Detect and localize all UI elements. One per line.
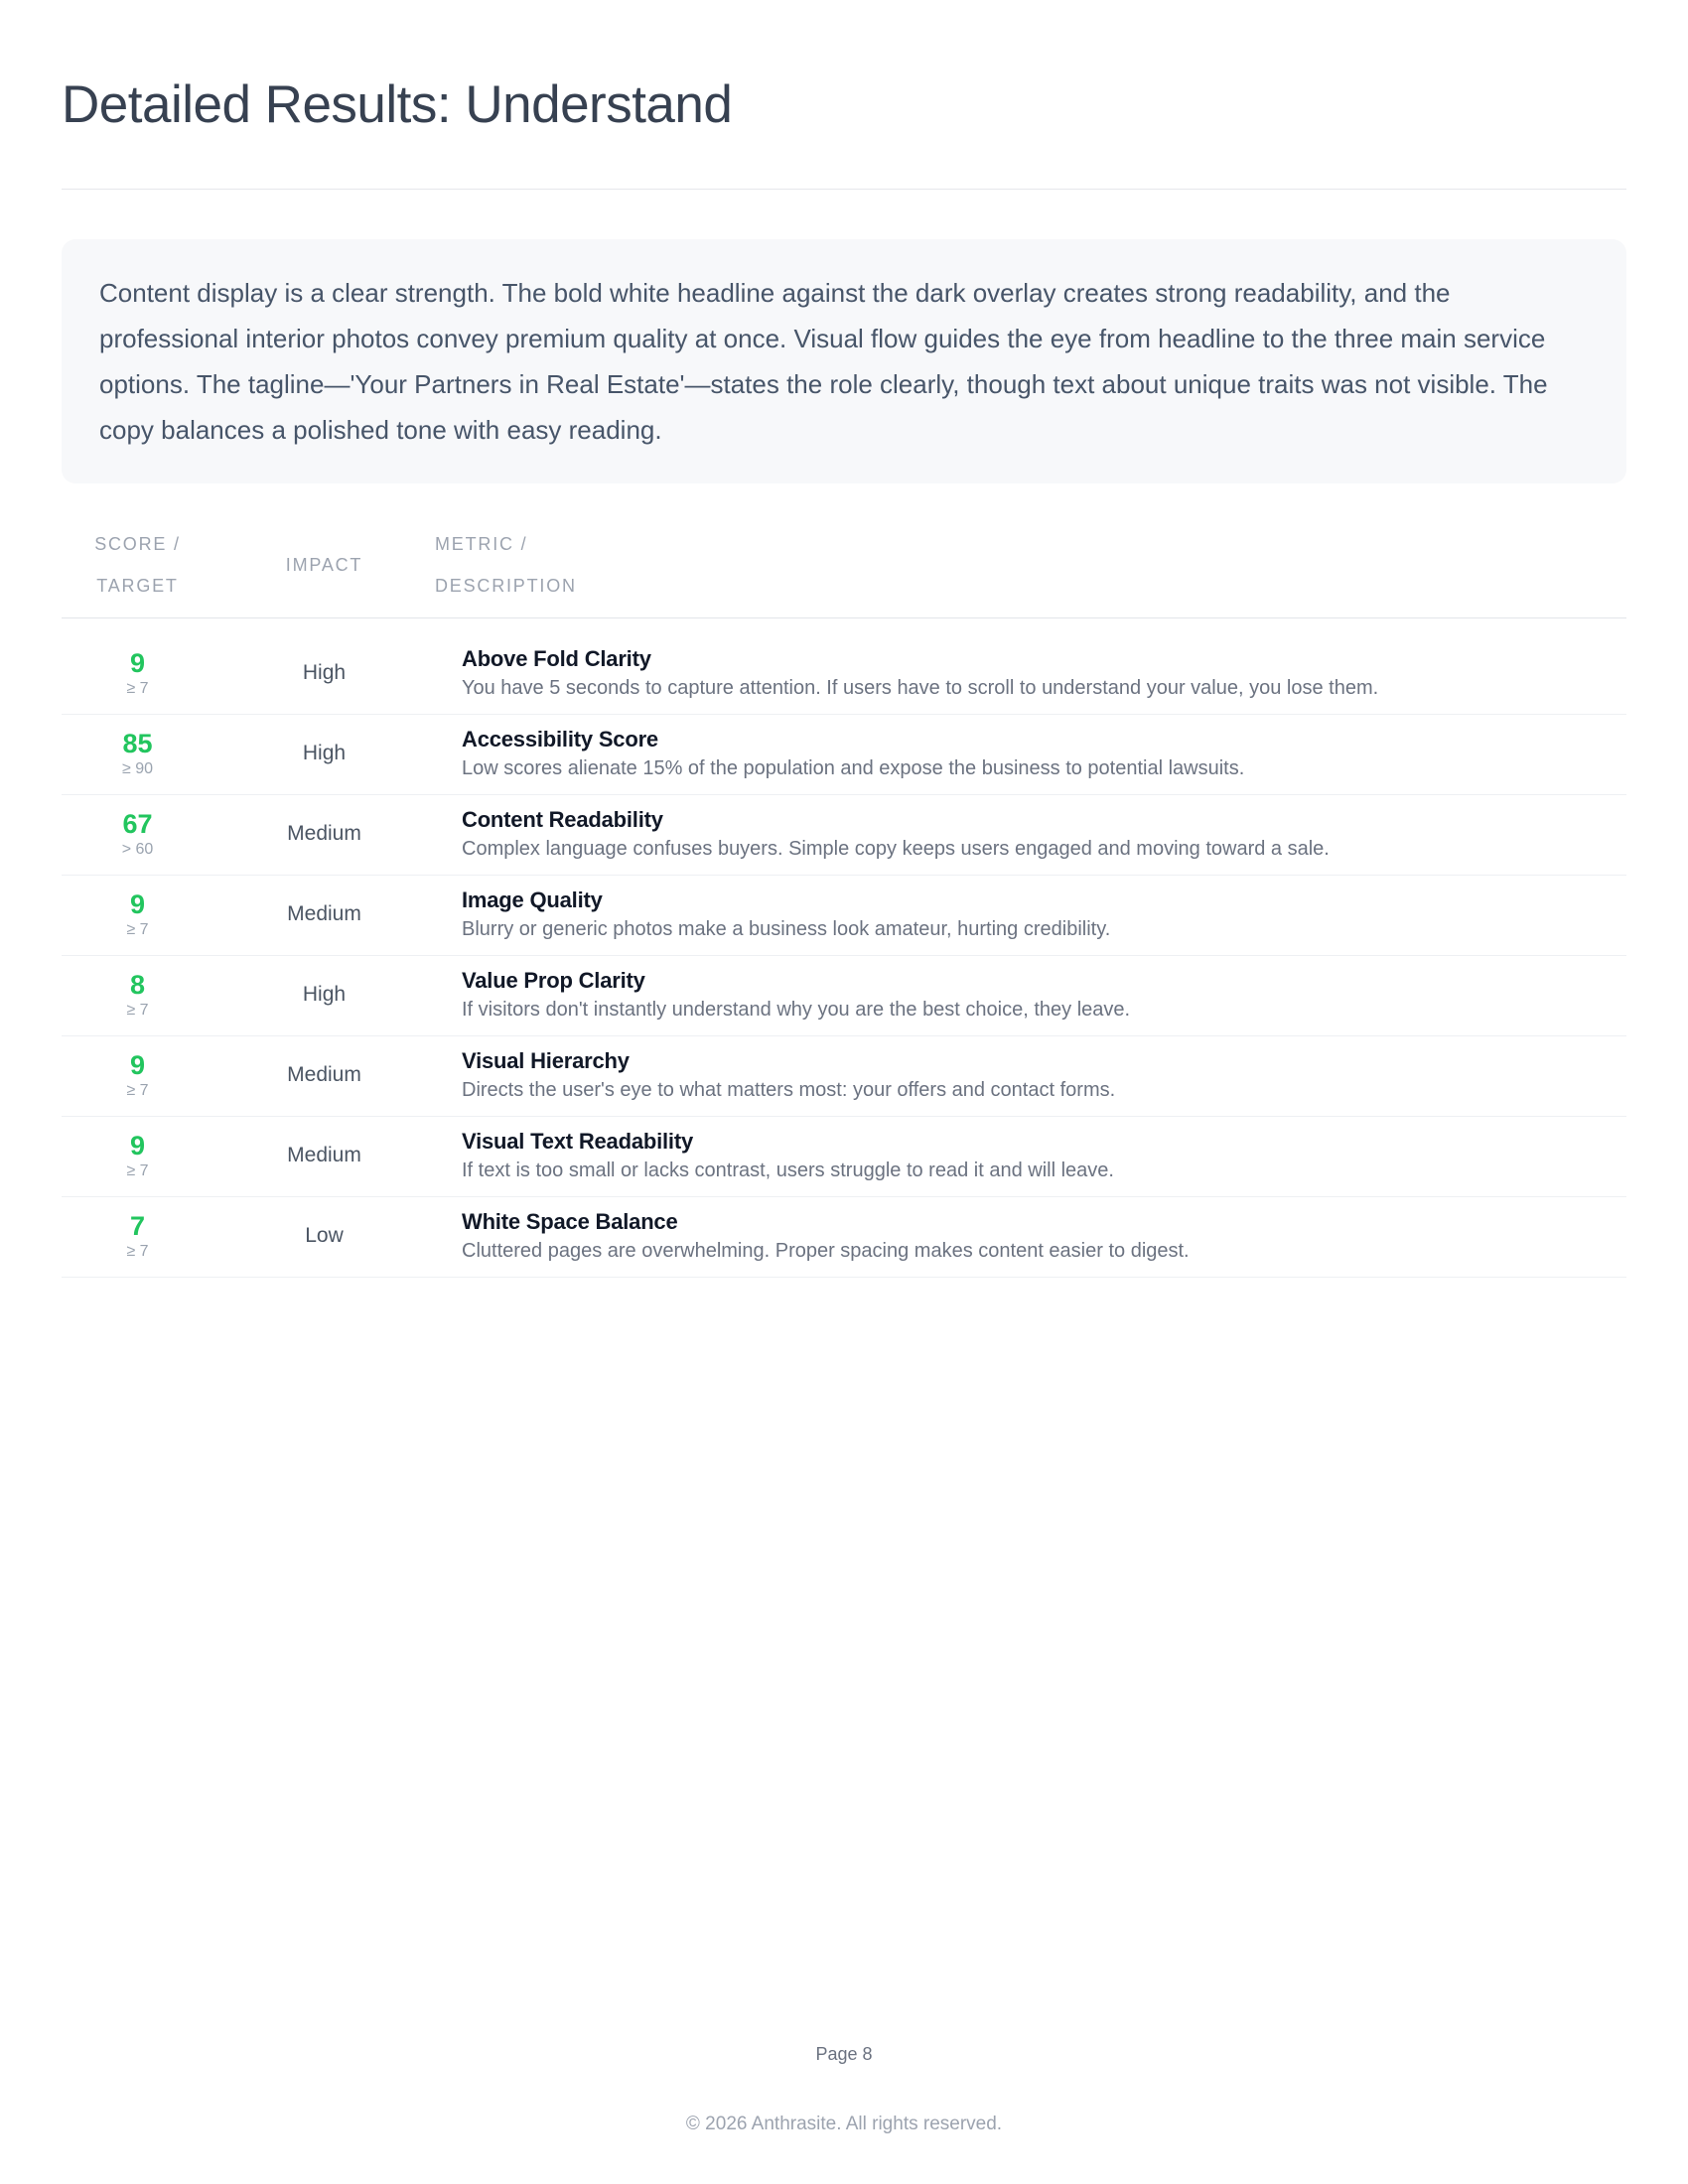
column-header-metric-description [435,523,1626,607]
metric-cell [435,805,1626,863]
metric-description: If text is too small or lacks contrast, users struggle to read it and will leave. [462,1159,1114,1181]
impact-label: Low [305,1223,344,1247]
impact-label: High [302,741,347,764]
metric-description: If visitors don't instantly understand why you are the best choice, they leave. [462,998,1131,1021]
summary-text: Content display is a clear strength. The bold white headline against the dark overlay creates strong readability, and the professional interior photos convey premium quality at once. Visual flow guides the eye from headline to the three main service options. The tagline—'Your Partners in Real Estate'—states the role clearly, though text about unique traits was not visible. The copy balances a polished tone with easy reading. [99,277,1548,445]
metric-description: Cluttered pages are overwhelming. Proper spacing makes content easier to digest. [462,1239,1190,1262]
page-number: Page 8 [815,2044,873,2064]
metric-description: Directs the user's eye to what matters most: your offers and contact forms. [462,1078,1116,1101]
score-value: 67 [122,808,153,839]
score-cell [62,648,213,698]
score-value: 7 [129,1210,146,1241]
table-row [62,1197,1626,1278]
metrics-table [62,523,1626,1278]
impact-label: Medium [287,1062,361,1086]
score-cell [62,970,213,1020]
score-cell [62,1131,213,1180]
metric-cell [435,1127,1626,1184]
page-title: Detailed Results: Understand [62,75,733,134]
score-target: > 60 [121,840,154,858]
score-target: ≥ 7 [126,1001,149,1019]
metric-description: You have 5 seconds to capture attention. If users have to scroll to understand your value, you lose them. [462,676,1379,699]
copyright-notice: © 2026 Anthrasite. All rights reserved. [685,2114,1003,2134]
score-target: ≥ 7 [126,920,149,938]
score-target: ≥ 7 [126,1161,149,1179]
metric-header-line1: METRIC / [435,533,528,554]
metric-title: Content Readability [462,806,663,832]
metric-description: Low scores alienate 15% of the population and expose the business to potential lawsuits. [462,756,1245,779]
score-target: ≥ 90 [121,759,154,777]
metric-cell [435,1046,1626,1104]
metric-title: White Space Balance [462,1208,678,1234]
impact-label: Medium [287,1143,361,1166]
metric-cell [435,1207,1626,1265]
score-target: ≥ 7 [126,679,149,697]
metric-description: Complex language confuses buyers. Simple copy keeps users engaged and moving toward a sale. [462,837,1330,860]
table-row [62,876,1626,956]
score-cell [62,1211,213,1261]
score-value: 9 [129,888,146,919]
column-header-score-target [62,523,213,607]
score-value: 9 [129,647,146,678]
metric-cell [435,725,1626,782]
metric-title: Image Quality [462,887,603,912]
impact-header-label: IMPACT [285,554,363,575]
table-row [62,956,1626,1036]
score-value: 8 [129,969,146,1000]
metric-cell [435,644,1626,702]
metric-title: Visual Text Readability [462,1128,694,1154]
score-cell [62,729,213,778]
score-header-line2: TARGET [96,575,179,596]
score-target: ≥ 7 [126,1242,149,1260]
score-cell [62,889,213,939]
metric-cell [435,886,1626,943]
title-divider [62,189,1626,190]
metric-title: Value Prop Clarity [462,967,645,993]
metric-title: Above Fold Clarity [462,645,651,671]
metric-description: Blurry or generic photos make a business look amateur, hurting credibility. [462,917,1111,940]
score-cell [62,1050,213,1100]
table-row [62,715,1626,795]
table-row [62,795,1626,876]
score-target: ≥ 7 [126,1081,149,1099]
score-value: 9 [129,1130,146,1160]
impact-label: High [302,982,347,1006]
impact-label: Medium [287,821,361,845]
score-cell [62,809,213,859]
table-header-row [62,523,1626,618]
score-header-line1: SCORE / [94,533,181,554]
table-row [62,1117,1626,1197]
metric-cell [435,966,1626,1024]
summary-card [62,239,1626,483]
metrics-table-body [62,618,1626,1278]
score-value: 9 [129,1049,146,1080]
table-row [62,618,1626,715]
metric-title: Accessibility Score [462,726,658,751]
impact-label: Medium [287,901,361,925]
impact-label: High [302,660,347,684]
column-header-impact [213,523,435,607]
score-value: 85 [122,728,153,758]
metric-header-line2: DESCRIPTION [435,575,577,596]
metric-title: Visual Hierarchy [462,1047,630,1073]
table-row [62,1036,1626,1117]
